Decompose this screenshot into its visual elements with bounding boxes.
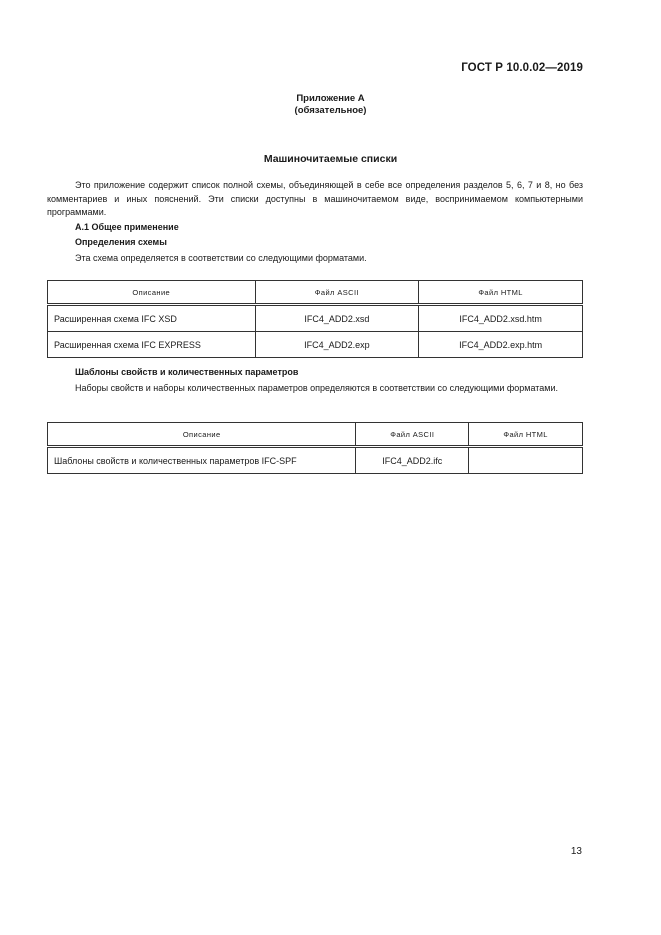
cell-description: Расширенная схема IFC XSD <box>48 305 256 332</box>
cell-ascii-file: IFC4_ADD2.exp <box>255 332 419 358</box>
templates-text: Наборы свойств и наборы количественных параметров определяются в соответствии со следующими форматами. <box>75 383 559 393</box>
column-header-description: Описание <box>48 281 256 305</box>
section-title: Машиночитаемые списки <box>263 153 398 165</box>
cell-html-file <box>469 447 583 474</box>
schema-definitions-heading: Определения схемы <box>75 237 167 247</box>
column-header-ascii: Файл ASCII <box>356 423 469 447</box>
cell-html-file: IFC4_ADD2.exp.htm <box>419 332 583 358</box>
column-header-ascii: Файл ASCII <box>255 281 419 305</box>
a1-heading: А.1 Общее применение <box>75 222 179 232</box>
document-code: ГОСТ Р 10.0.02—2019 <box>461 62 583 74</box>
page-number: 13 <box>570 846 582 857</box>
annex-title: Приложение А <box>296 93 365 104</box>
intro-text: Это приложение содержит список полной схемы, объединяющей в себе все определения разделов 5, 6, 7 и 8, но без комментариев и иных пояснений. Эти списки доступны в машиночитаемом виде, воспринимаемом компьютерными программами. <box>47 180 583 217</box>
cell-description: Шаблоны свойств и количественных параметров IFC-SPF <box>48 447 356 474</box>
cell-ascii-file: IFC4_ADD2.ifc <box>356 447 469 474</box>
annex-heading <box>0 93 661 117</box>
templates-formats-table <box>47 422 583 474</box>
cell-ascii-file: IFC4_ADD2.xsd <box>255 305 419 332</box>
table-row <box>48 332 583 358</box>
column-header-description: Описание <box>48 423 356 447</box>
table-header-row <box>48 281 583 305</box>
templates-paragraph <box>47 382 583 396</box>
schema-text: Эта схема определяется в соответствии со следующими форматами. <box>75 253 367 263</box>
table-row <box>48 447 583 474</box>
schema-paragraph <box>47 252 583 266</box>
column-header-html: Файл HTML <box>419 281 583 305</box>
cell-description: Расширенная схема IFC EXPRESS <box>48 332 256 358</box>
column-header-html: Файл HTML <box>469 423 583 447</box>
cell-html-file: IFC4_ADD2.xsd.htm <box>419 305 583 332</box>
table-row <box>48 305 583 332</box>
table-header-row <box>48 423 583 447</box>
annex-subtitle: (обязательное) <box>294 105 367 116</box>
intro-paragraph <box>47 179 583 220</box>
schema-formats-table <box>47 280 583 358</box>
templates-heading: Шаблоны свойств и количественных параметров <box>75 367 299 377</box>
